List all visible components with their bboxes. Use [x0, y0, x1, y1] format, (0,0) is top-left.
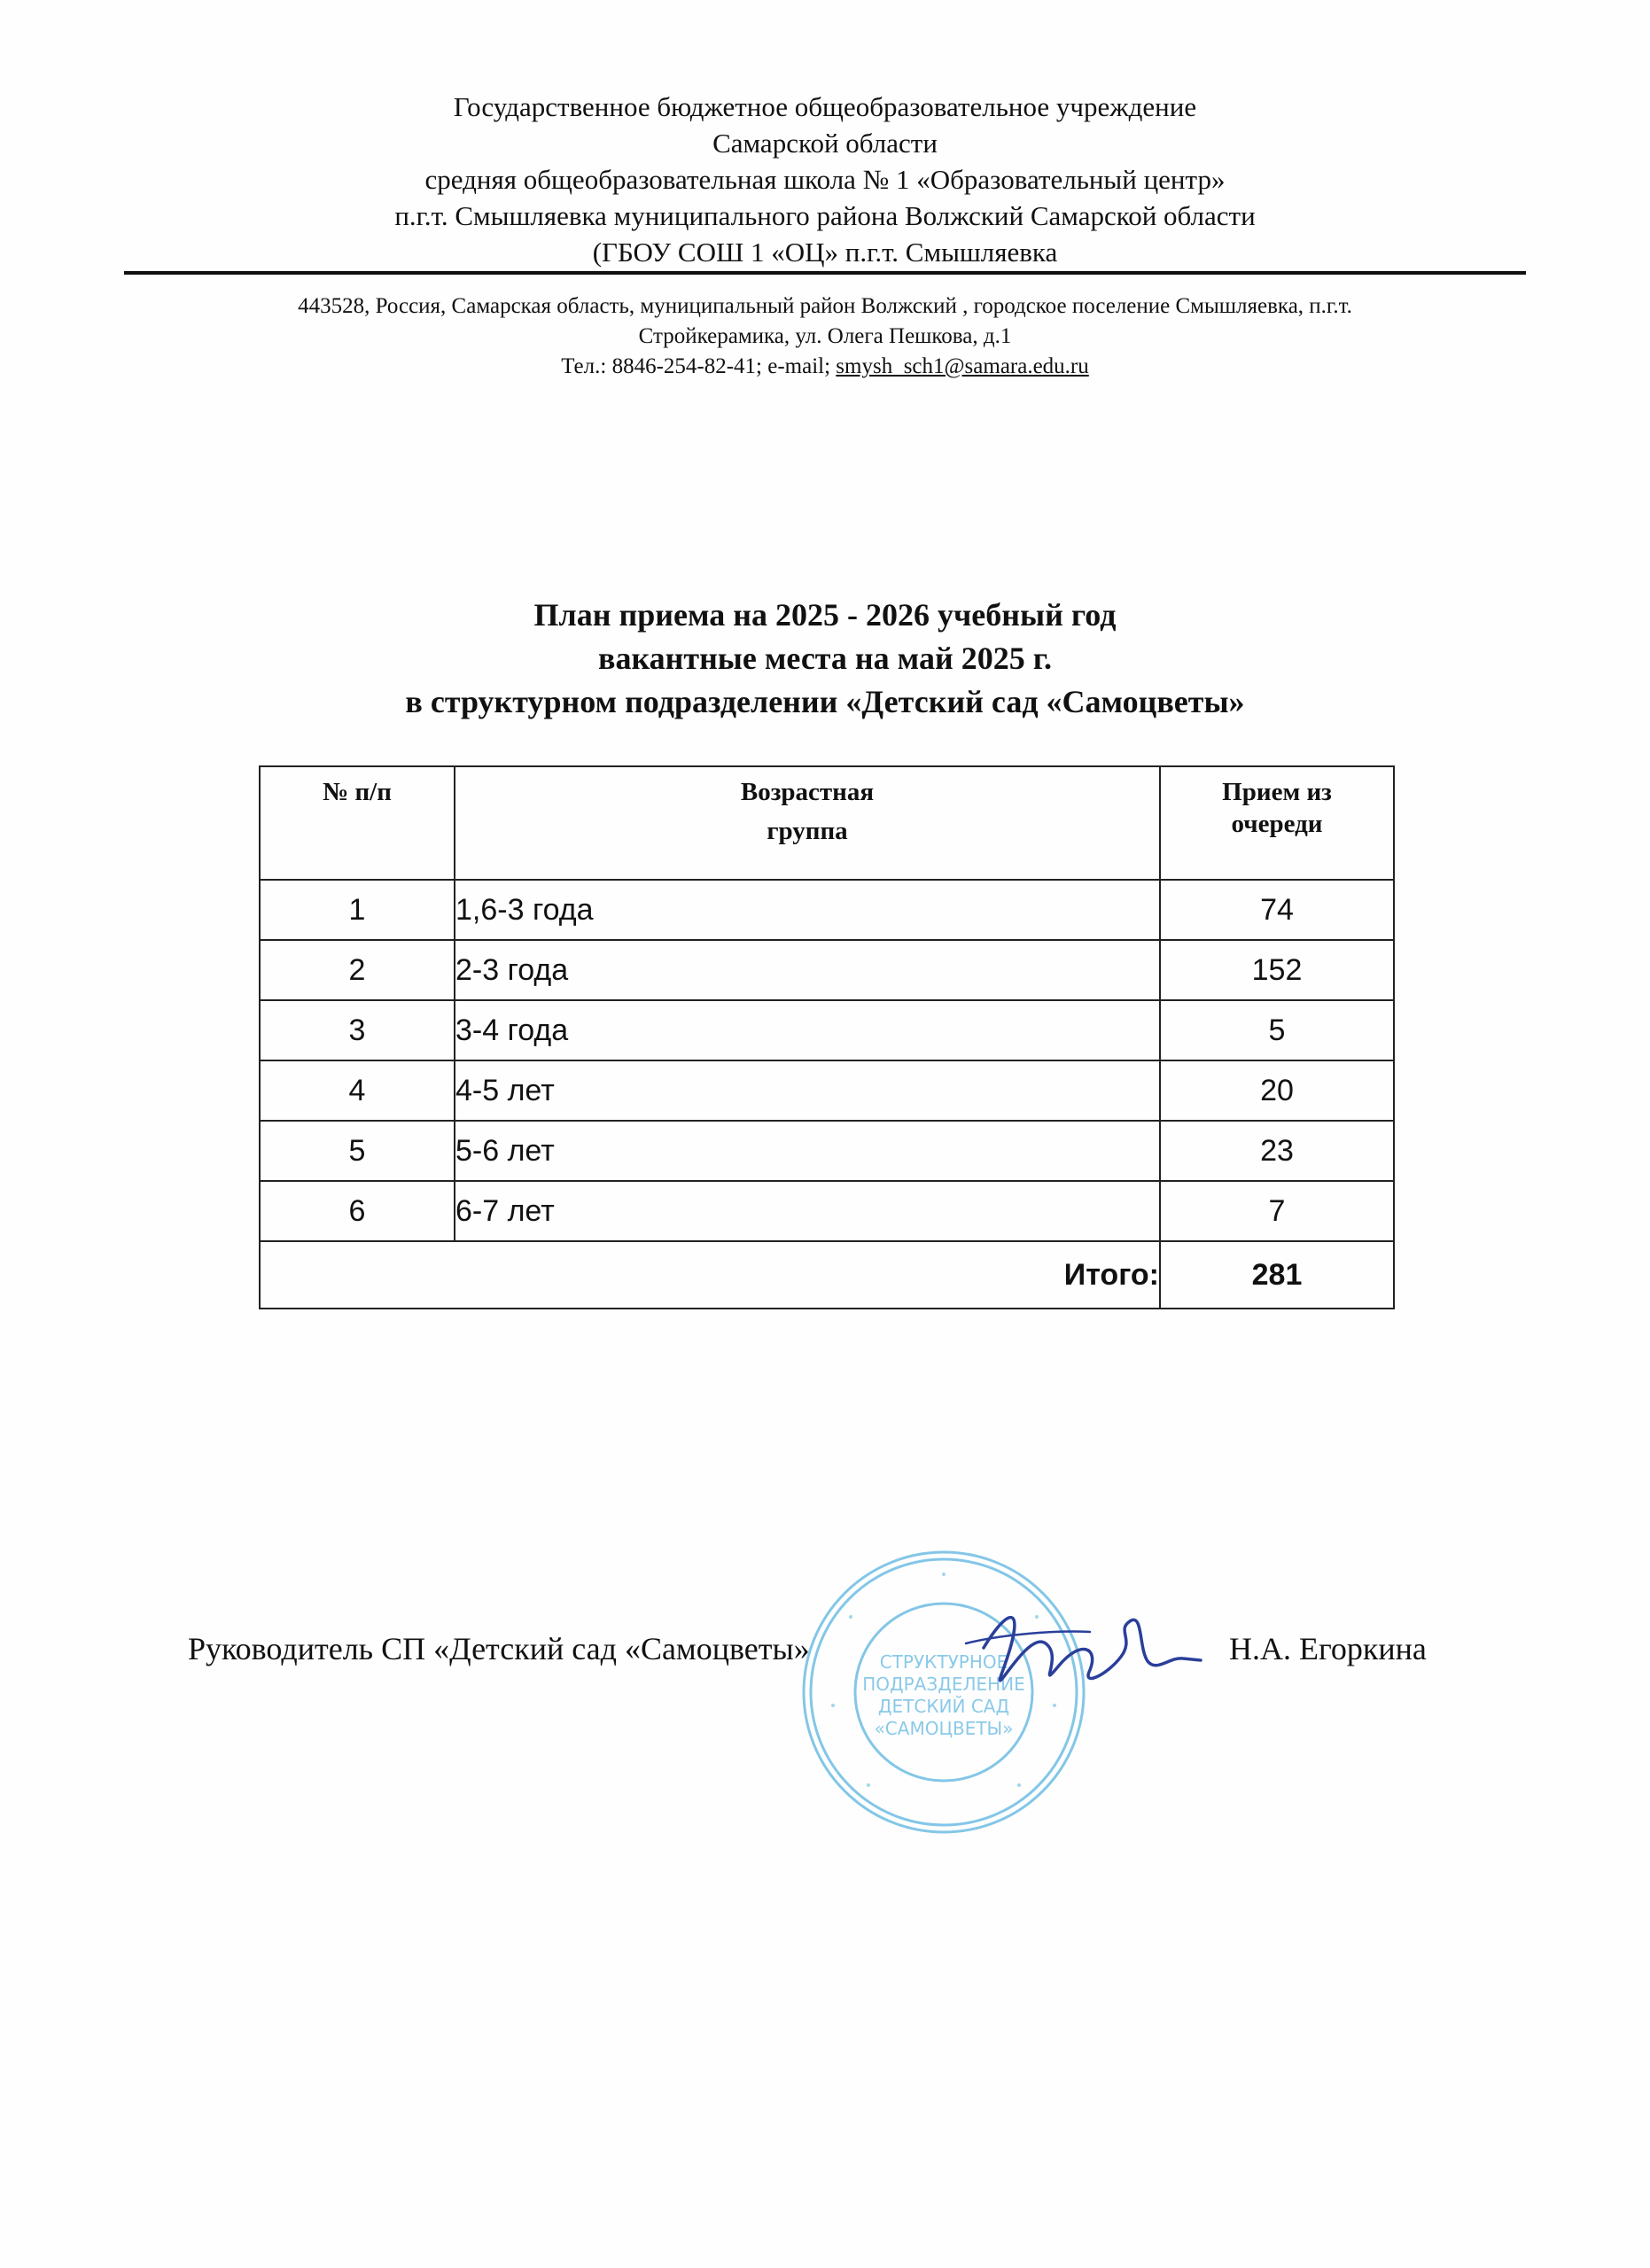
table-row	[260, 940, 1394, 1000]
org-name-line-2: Самарской области	[712, 128, 938, 159]
header-number: № п/п	[260, 766, 455, 880]
table-header-row	[260, 766, 1394, 880]
row-number: 5	[260, 1121, 455, 1181]
row-number: 2	[260, 940, 455, 1000]
row-queue-value: 5	[1160, 1000, 1394, 1060]
stamp-text-line: ДЕТСКИЙ САД	[877, 1696, 1010, 1717]
table-total-row	[260, 1241, 1394, 1309]
row-number: 3	[260, 1000, 455, 1060]
org-name-line-4: п.г.т. Смышляевка муниципального района Волжский Самарской области	[394, 200, 1256, 231]
row-queue-value: 20	[1160, 1060, 1394, 1121]
document-title-line-1: План приема на 2025 - 2026 учебный год	[533, 597, 1117, 633]
header-age-group-line-1: Возрастная	[740, 778, 875, 806]
row-queue-value: 23	[1160, 1121, 1394, 1181]
total-label: Итого:	[260, 1241, 1160, 1309]
phone-text: Тел.: 8846-254-82-41; e-mail;	[561, 354, 837, 378]
row-age-group: 4-5 лет	[455, 1060, 1160, 1121]
stamp-text-line: «САМОЦВЕТЫ»	[874, 1718, 1014, 1739]
email-link[interactable]: smysh_sch1@samara.edu.ru	[836, 354, 1089, 378]
row-queue-value: 7	[1160, 1181, 1394, 1241]
org-name-line-5: (ГБОУ СОШ 1 «ОЦ» п.г.т. Смышляевка	[592, 237, 1058, 268]
header-queue-admission	[1160, 766, 1394, 880]
stamp-text-line: СТРУКТУРНОЕ	[879, 1651, 1008, 1673]
row-age-group: 5-6 лет	[455, 1121, 1160, 1181]
header-age-group-line-2: группа	[767, 817, 848, 845]
table-row	[260, 1000, 1394, 1060]
row-number: 1	[260, 880, 455, 940]
table-row	[260, 880, 1394, 940]
header-queue-line-1: Прием из	[1222, 778, 1332, 806]
row-number: 6	[260, 1181, 455, 1241]
address-line-2: Стройкерамика, ул. Олега Пешкова, д.1	[638, 324, 1012, 348]
row-number: 4	[260, 1060, 455, 1121]
org-name-line-1: Государственное бюджетное общеобразовательное учреждение	[453, 91, 1197, 122]
handwritten-signature	[948, 1595, 1205, 1710]
signatory-name: Н.А. Егоркина	[1229, 1631, 1427, 1666]
admission-plan-table	[259, 765, 1395, 1309]
table-row	[260, 1181, 1394, 1241]
signatory-position: Руководитель СП «Детский сад «Самоцветы»	[188, 1631, 810, 1666]
row-age-group: 1,6-3 года	[455, 880, 1160, 940]
row-age-group: 3-4 года	[455, 1000, 1160, 1060]
row-queue-value: 74	[1160, 880, 1394, 940]
org-name-line-3: средняя общеобразовательная школа № 1 «Образовательный центр»	[424, 164, 1226, 195]
contact-line	[0, 353, 1650, 381]
stamp-text-line: ПОДРАЗДЕЛЕНИЕ	[862, 1674, 1025, 1695]
document-title-line-3: в структурном подразделении «Детский сад «Самоцветы»	[405, 684, 1245, 719]
header-divider	[124, 271, 1526, 275]
row-queue-value: 152	[1160, 940, 1394, 1000]
address-line-1: 443528, Россия, Самарская область, муниципальный район Волжский , городское поселение Смышляевка, п.г.т.	[298, 294, 1352, 318]
total-value: 281	[1160, 1241, 1394, 1309]
header-queue-line-2: очереди	[1231, 810, 1323, 838]
row-age-group: 6-7 лет	[455, 1181, 1160, 1241]
table-row	[260, 1121, 1394, 1181]
document-title-line-2: вакантные места на май 2025 г.	[598, 641, 1052, 676]
header-age-group	[455, 766, 1160, 880]
table-row	[260, 1060, 1394, 1121]
row-age-group: 2-3 года	[455, 940, 1160, 1000]
